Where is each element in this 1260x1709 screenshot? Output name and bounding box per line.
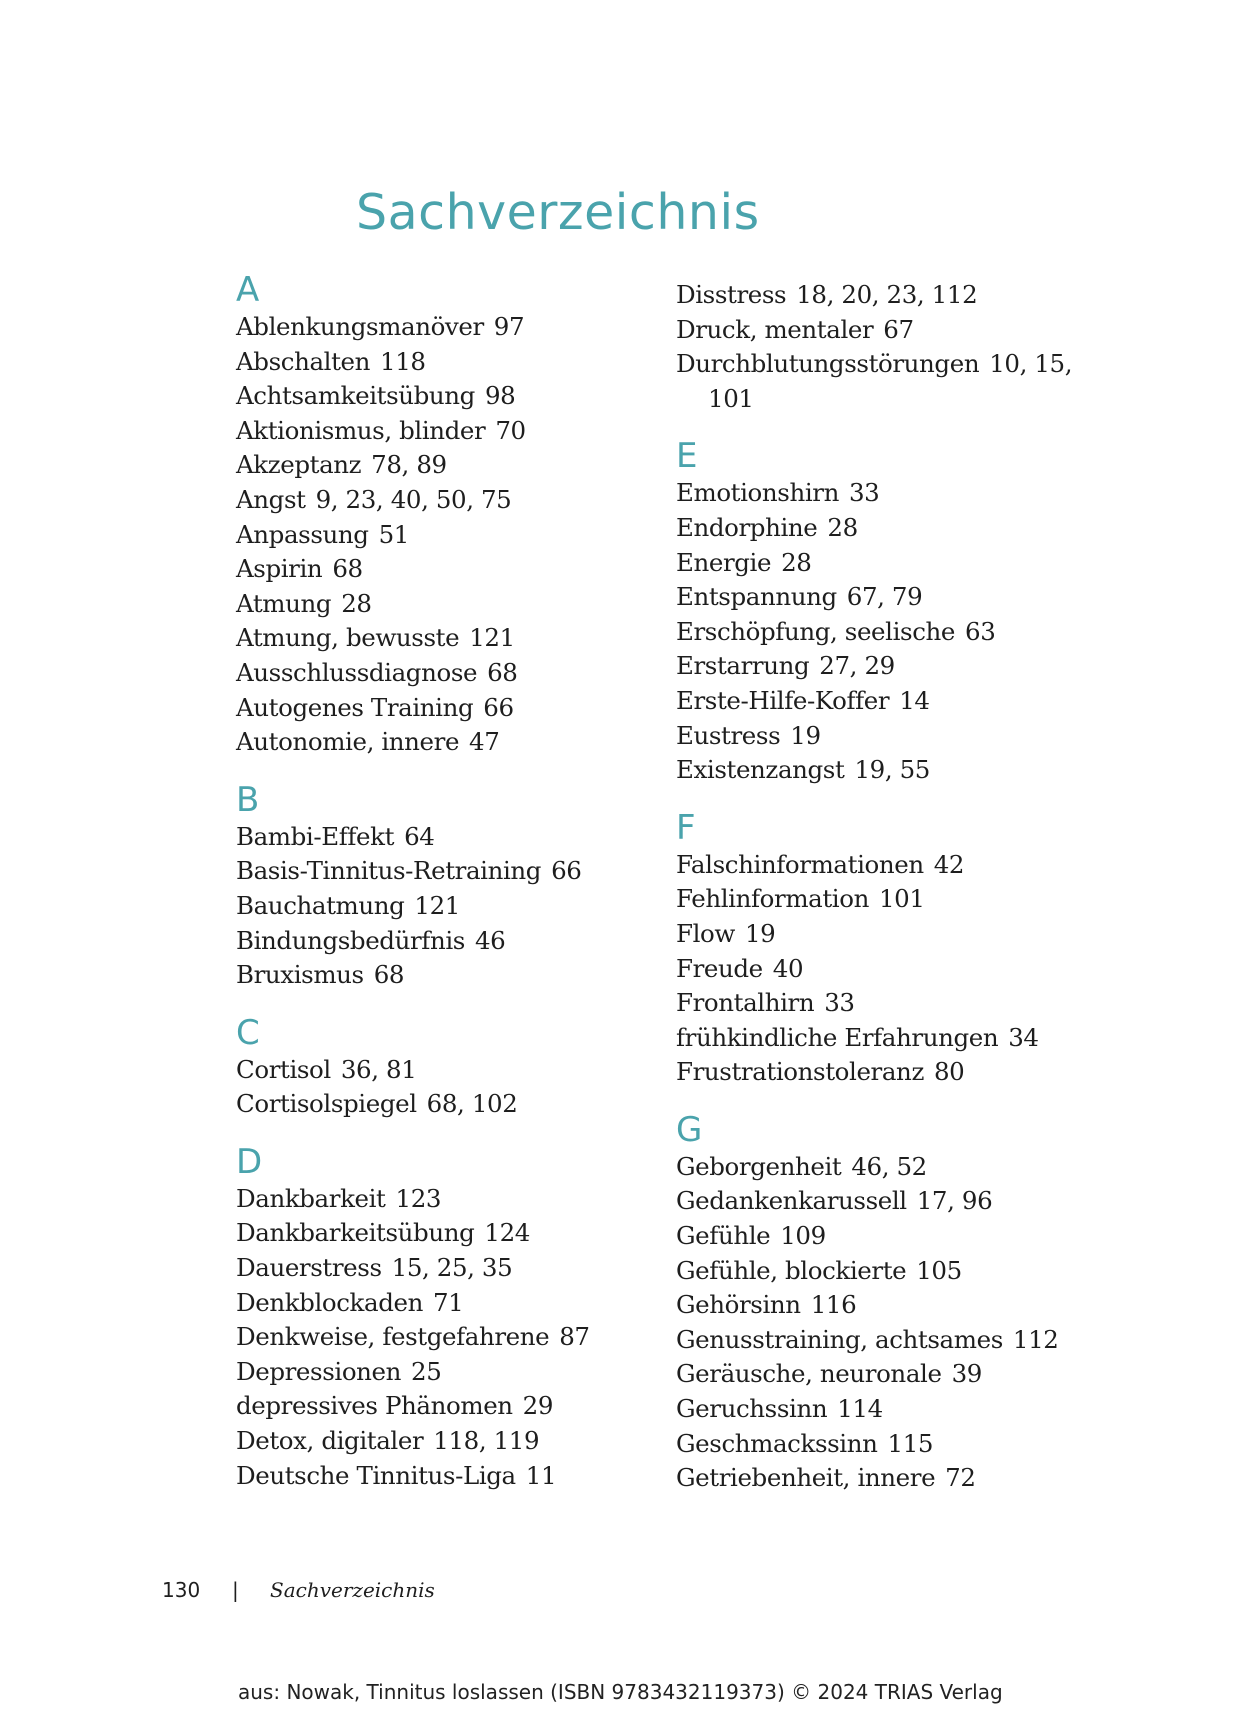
entry-term: Endorphine: [676, 512, 818, 542]
entry-pages: 63: [965, 616, 996, 646]
entry-term: Deutsche Tinnitus-Liga: [236, 1460, 516, 1490]
entry-pages: 17, 96: [916, 1186, 993, 1216]
entry-pages: 9, 23, 40, 50, 75: [315, 484, 512, 514]
entry-term: Detox, digitaler: [236, 1426, 424, 1456]
entry-term: Erstarrung: [676, 651, 810, 681]
index-entry: [236, 448, 676, 483]
index-entry: [236, 310, 676, 345]
index-entry: [676, 1055, 1116, 1090]
entry-term: Cortisol: [236, 1054, 331, 1084]
entry-term: Disstress: [676, 280, 787, 309]
index-entry: [676, 753, 1116, 788]
entry-term: Cortisolspiegel: [236, 1089, 417, 1119]
index-entry: [676, 917, 1116, 952]
entry-term: Getriebenheit, innere: [676, 1463, 936, 1493]
index-entry: [676, 882, 1116, 917]
entry-term: Energie: [676, 547, 772, 577]
running-title: Sachverzeichnis: [270, 1578, 435, 1602]
entry-term: Bruxismus: [236, 960, 364, 990]
entry-pages: 18, 20, 23, 112: [796, 280, 978, 309]
index-entry: [676, 1461, 1116, 1496]
entry-term: Erschöpfung, seelische: [676, 616, 956, 646]
section-letter: D: [236, 1141, 263, 1182]
entry-pages: 101: [878, 884, 925, 914]
entry-term: depressives Phänomen: [236, 1391, 513, 1421]
index-section-c: [236, 1013, 676, 1122]
section-letter: B: [236, 779, 260, 820]
entry-pages: 42: [933, 849, 965, 879]
index-entry: [676, 1357, 1116, 1392]
page-footer: [162, 1578, 435, 1602]
entry-pages: 29: [522, 1391, 554, 1421]
entry-pages: 118, 119: [433, 1426, 540, 1456]
index-entry: [676, 615, 1116, 650]
entry-pages: 10, 15,: [989, 349, 1073, 379]
entry-pages: 64: [404, 821, 435, 851]
entry-term: Frustrationstoleranz: [676, 1057, 924, 1087]
index-entry: [676, 278, 1116, 313]
entry-term: Geruchssinn: [676, 1394, 828, 1424]
index-entry: [236, 552, 676, 587]
section-letter: E: [676, 436, 698, 477]
index-entry: [236, 1053, 676, 1088]
entry-term: Fehlinformation: [676, 884, 869, 914]
entry-term: Geräusche, neuronale: [676, 1359, 942, 1389]
entry-pages: 25: [411, 1356, 442, 1386]
index-entry: [236, 1459, 676, 1494]
index-entry: [676, 313, 1116, 348]
entry-pages: 71: [432, 1287, 464, 1317]
index-entry: [676, 1184, 1116, 1219]
index-entry-continuation: [676, 382, 1116, 417]
entry-term: Frontalhirn: [676, 988, 815, 1018]
index-entry: [236, 1251, 676, 1286]
entry-term: Autogenes Training: [236, 692, 474, 722]
index-entry: [236, 1320, 676, 1355]
index-entry: [236, 1355, 676, 1390]
index-entry: [676, 684, 1116, 719]
index-section-b: [236, 780, 676, 993]
entry-term: Geborgenheit: [676, 1151, 842, 1181]
entry-pages: 118: [380, 346, 426, 376]
index-entry: [236, 656, 676, 691]
entry-term: Dauerstress: [236, 1253, 382, 1283]
index-entry: [236, 924, 676, 959]
index-entry: [676, 347, 1116, 382]
index-entry: [676, 952, 1116, 987]
index-entry: [676, 1288, 1116, 1323]
entry-pages: 80: [933, 1057, 965, 1087]
index-entry: [676, 1254, 1116, 1289]
index-entry: [236, 1286, 676, 1321]
entry-pages: 101: [708, 383, 754, 413]
entry-term: Existenzangst: [676, 755, 845, 785]
index-entry: [676, 546, 1116, 581]
entry-term: Dankbarkeit: [236, 1183, 386, 1213]
entry-term: Dankbarkeitsübung: [236, 1218, 475, 1248]
index-entry: [236, 379, 676, 414]
entry-term: Bindungsbedürfnis: [236, 925, 465, 955]
index-entry: [676, 580, 1116, 615]
copyright-notice: aus: Nowak, Tinnitus loslassen (ISBN 9783432119373) © 2024 TRIAS Verlag: [238, 1680, 1003, 1704]
entry-pages: 115: [887, 1428, 934, 1458]
entry-term: Ablenkungsmanöver: [236, 312, 484, 341]
index-entry: [236, 1389, 676, 1424]
index-section-f: [676, 808, 1116, 1090]
entry-term: Erste-Hilfe-Koffer: [676, 685, 890, 715]
entry-term: Basis-Tinnitus-Retraining: [236, 856, 542, 886]
entry-pages: 47: [469, 727, 500, 757]
entry-term: Autonomie, innere: [236, 727, 460, 757]
entry-pages: 70: [495, 415, 526, 445]
entry-pages: 121: [414, 890, 460, 920]
index-entry: [236, 1216, 676, 1251]
entry-pages: 15, 25, 35: [391, 1253, 513, 1283]
entry-term: Genusstraining, achtsames: [676, 1324, 1003, 1354]
page-title: Sachverzeichnis: [356, 184, 760, 241]
entry-pages: 46: [474, 925, 506, 955]
index-entry: [676, 719, 1116, 754]
entry-pages: 14: [899, 685, 930, 715]
entry-pages: 78, 89: [371, 450, 447, 480]
entry-term: Gehörsinn: [676, 1290, 801, 1320]
index-entry: [236, 414, 676, 449]
entry-pages: 87: [559, 1322, 590, 1352]
entry-term: Denkblockaden: [236, 1287, 423, 1317]
footer-separator: |: [232, 1578, 239, 1602]
entry-pages: 105: [916, 1255, 962, 1285]
entry-term: Denkweise, festgefahrene: [236, 1322, 550, 1352]
index-entry: [676, 1219, 1116, 1254]
entry-pages: 33: [824, 988, 855, 1018]
index-entry: [676, 986, 1116, 1021]
entry-term: Akzeptanz: [236, 450, 362, 480]
entry-pages: 19: [744, 918, 776, 948]
entry-term: Gedankenkarussell: [676, 1186, 907, 1216]
entry-pages: 39: [951, 1359, 982, 1389]
entry-term: Falschinformationen: [676, 849, 924, 879]
index-entry: [676, 848, 1116, 883]
entry-term: Atmung, bewusste: [236, 623, 460, 653]
entry-term: Eustress: [676, 720, 781, 750]
index-entry: [236, 725, 676, 760]
index-entry: [676, 511, 1116, 546]
entry-term: Durchblutungsstörungen: [676, 349, 980, 379]
entry-pages: 112: [1012, 1324, 1059, 1354]
entry-term: Atmung: [236, 588, 332, 618]
index-entry: [236, 483, 676, 518]
index-section-a: [236, 270, 676, 760]
entry-pages: 68, 102: [426, 1089, 518, 1119]
page-number: 130: [162, 1578, 201, 1602]
entry-pages: 68: [373, 960, 405, 990]
entry-pages: 66: [551, 856, 582, 886]
index-entry: [236, 1182, 676, 1217]
index-entry: [236, 1424, 676, 1459]
entry-pages: 109: [780, 1221, 826, 1251]
entry-term: Gefühle, blockierte: [676, 1255, 907, 1285]
index-entry: [236, 820, 676, 855]
entry-term: Bauchatmung: [236, 890, 405, 920]
entry-pages: 97: [493, 312, 525, 341]
entry-term: Bambi-Effekt: [236, 821, 395, 851]
entry-pages: 72: [945, 1463, 976, 1493]
entry-pages: 36, 81: [340, 1054, 417, 1084]
entry-pages: 51: [378, 519, 409, 549]
index-entry: [676, 1021, 1116, 1056]
entry-pages: 67: [883, 314, 914, 344]
index-column-right: [676, 278, 1116, 1516]
entry-term: Aktionismus, blinder: [236, 415, 486, 445]
entry-term: Geschmackssinn: [676, 1428, 878, 1458]
entry-term: Achtsamkeitsübung: [236, 381, 475, 411]
entry-term: Aspirin: [236, 554, 323, 584]
entry-term: Freude: [676, 953, 763, 983]
entry-pages: 11: [525, 1460, 557, 1490]
entry-pages: 28: [781, 547, 812, 577]
entry-pages: 66: [483, 692, 514, 722]
section-letter: C: [236, 1012, 260, 1053]
index-entry: [676, 649, 1116, 684]
entry-term: Flow: [676, 918, 735, 948]
entry-term: frühkindliche Erfahrungen: [676, 1022, 999, 1052]
entry-term: Depressionen: [236, 1356, 402, 1386]
entry-pages: 28: [341, 588, 372, 618]
index-entry: [236, 958, 676, 993]
index-entry: [236, 1087, 676, 1122]
index-section-g: [676, 1110, 1116, 1496]
entry-term: Entspannung: [676, 582, 837, 612]
index-section-e: [676, 436, 1116, 787]
index-entry: [236, 691, 676, 726]
entry-pages: 121: [469, 623, 515, 653]
index-entry: [236, 345, 676, 380]
index-entry: [676, 1427, 1116, 1462]
entry-pages: 124: [484, 1218, 530, 1248]
entry-pages: 40: [772, 953, 804, 983]
entry-pages: 19, 55: [854, 755, 930, 785]
entry-pages: 33: [848, 478, 880, 508]
entry-term: Abschalten: [236, 346, 371, 376]
index-entry: [676, 476, 1116, 511]
entry-pages: 46, 52: [851, 1151, 927, 1181]
entry-term: Angst: [236, 484, 306, 514]
entry-pages: 116: [810, 1290, 857, 1320]
entry-pages: 68: [487, 657, 518, 687]
entry-pages: 68: [332, 554, 363, 584]
entry-pages: 114: [837, 1394, 883, 1424]
section-letter: G: [676, 1109, 703, 1150]
entry-term: Gefühle: [676, 1221, 771, 1251]
entry-pages: 98: [484, 381, 516, 411]
entry-term: Emotionshirn: [676, 478, 839, 508]
index-entry: [236, 518, 676, 553]
index-entry: [236, 587, 676, 622]
index-section-d-continued: [676, 278, 1116, 416]
index-section-d: [236, 1142, 676, 1493]
section-letter: F: [676, 807, 696, 848]
entry-pages: 123: [395, 1183, 442, 1213]
section-letter: A: [236, 270, 260, 310]
entry-pages: 27, 29: [819, 651, 895, 681]
index-column-left: [236, 270, 676, 1513]
entry-pages: 28: [827, 512, 858, 542]
index-entry: [676, 1392, 1116, 1427]
index-entry: [236, 854, 676, 889]
entry-pages: 67, 79: [846, 582, 923, 612]
index-entry: [236, 889, 676, 924]
index-entry: [676, 1150, 1116, 1185]
entry-pages: 19: [790, 720, 821, 750]
index-entry: [676, 1323, 1116, 1358]
entry-pages: 34: [1008, 1022, 1039, 1052]
entry-term: Druck, mentaler: [676, 314, 874, 344]
entry-term: Anpassung: [236, 519, 369, 549]
index-entry: [236, 621, 676, 656]
entry-term: Ausschlussdiagnose: [236, 657, 478, 687]
